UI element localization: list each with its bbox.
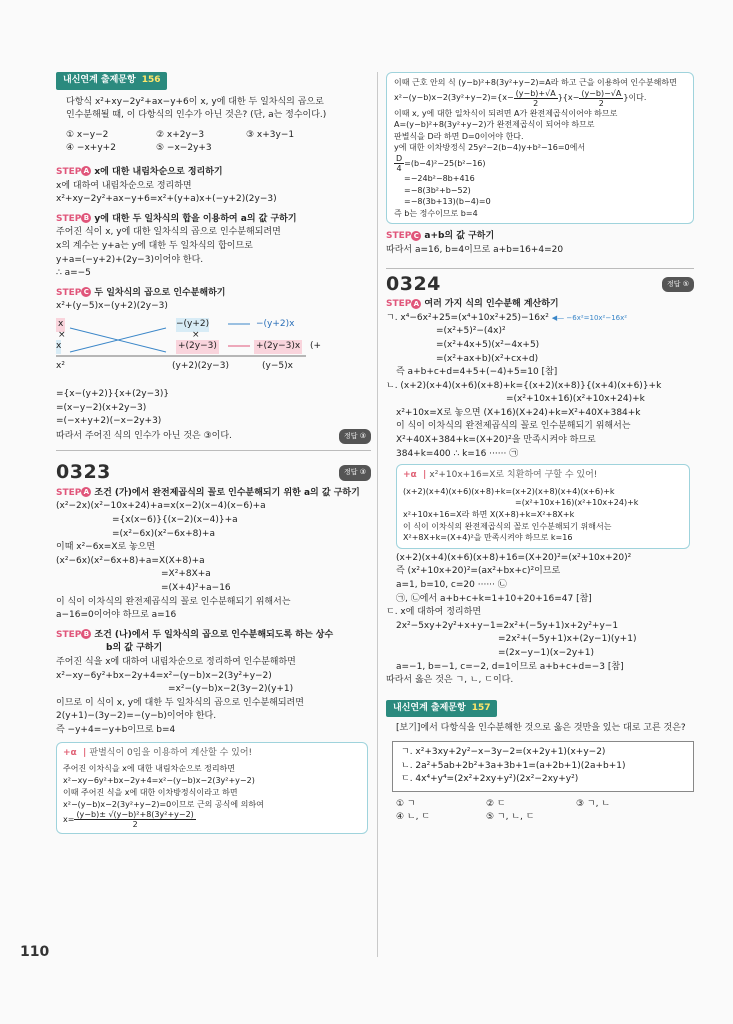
tip-line: 주어진 이차식을 x에 대한 내림차순으로 정리하면 <box>63 764 236 774</box>
tip-text: 판별식이 0임을 이용하여 계산할 수 있어! <box>89 747 253 758</box>
tip-line: x²+10x+16=X라 하면 X(X+8)+k=X²+8X+k <box>403 510 575 520</box>
solution-line: (x+2)(x+4)(x+6)(x+8)+16=(X+20)²=(x²+10x+20)² <box>396 552 632 563</box>
column-divider <box>377 72 378 957</box>
solution-line: =(x²+10x+16)(x²+10x+24)+k <box>506 394 645 405</box>
solution-line: 즉 (x²+10x+20)²=(ax²+bx+c)²이므로 <box>396 566 561 577</box>
problem-number: 0323 <box>56 461 111 484</box>
choice-1[interactable]: ① x−y−2 <box>66 129 109 140</box>
solution-line: 2(y+1)−(3y−2)=−(y−b)이어야 한다. <box>56 711 217 722</box>
solution-line: ∴ a=−5 <box>56 268 91 279</box>
tag-label: 내신연계 출제문항 <box>393 702 466 713</box>
solution-line: x²+10x=X로 놓으면 (X+16)(X+24)+k=X²+40X+384+k <box>396 407 641 418</box>
step-title-cont: b의 값 구하기 <box>106 643 163 654</box>
problem-323-header <box>56 461 371 484</box>
answer-badge: 정답 ③ <box>339 429 371 445</box>
step-title: a+b의 값 구하기 <box>424 231 495 242</box>
solution-line: 주어진 식이 x, y에 대한 일차식의 곱으로 인수분해되려면 <box>56 227 281 238</box>
solution-line: 즉 a+b+c+d=4+5+(−4)+5=10 [참] <box>396 367 558 378</box>
problem-157-tag <box>386 700 497 718</box>
solution-line: x의 계수는 y+a는 y에 대한 두 일차식의 합이므로 <box>56 240 253 251</box>
solution-line: x²+(y−5)x−(y+2)(2y−3) <box>56 301 168 312</box>
solution-line: (x²−2x)(x²−10x+24)+a=x(x−2)(x−4)(x−6)+a <box>56 501 266 512</box>
choice-3[interactable]: ③ x+3y−1 <box>246 129 295 140</box>
tip-line: 이때 주어진 식을 x에 대한 이차방정식이라고 하면 <box>63 787 238 797</box>
question-line: 인수분해될 때, 이 다항식의 인수가 아닌 것은? (단, a는 정수이다.) <box>66 110 327 121</box>
tip-line: =(b−4)²−25(b²−16) <box>404 158 486 168</box>
question-line: 다항식 x²+xy−2y²+ax−y+6이 x, y에 대한 두 일차식의 곱으로 <box>66 96 324 107</box>
solution-line: ㄱ. x⁴−6x²+25=(x⁴+10x²+25)−16x² <box>386 312 549 323</box>
step-title: 두 일차식의 곱으로 인수분해하기 <box>94 287 226 298</box>
solution-line: 2x²−5xy+2y²+x+y−1=2x²+(−5y+1)x+2y²+y−1 <box>396 620 619 631</box>
fraction-numerator: D <box>396 153 403 163</box>
right-column: 이때 근호 안의 식 (y−b)²+8(3y²+y−2)=A라 하고 근을 이용하여 인수분해하면 x²−(y−b)x−2(3y²+y−2)={x− $\frac{(y-b)+√A}{2}$ }{x− $\frac{(y-b)-√A}{2}$ }이다. 이때 x, y에 대한 일차식이 되려면 A가 완전제곱식이어야 하므로 A=(y−b)²+8(3y²+y−2)가 완전제곱식이 되어야 하므로 판별식을 D라 하면 D=0이어야 한다. y에 대한 이차방정식 25y²−2(b−4)y+b²−16=0에서 $\frac{D}{4}$ =(b−4)²−25(b²−16) =−24b²−8b+416 =−8(3b²+b−52) =−8(3b+13)(b−4)=0 즉 b는 정수이므로 b=4 STEP C a+b의 값 구하기 따라서 a=16, b=4이므로 a+b=16+4=20 0324 정답 ⑤ STEP A 여러 가지 식의 인수분해 계산하기 ㄱ. x⁴−6x²+25=(x⁴+10x²+25)−16x² ◀— −6x²=10x²−16x² =(x²+5)²−(4x)² =(x²+4x+5)(x²−4x+5) =(x²+ax+b)(x²+cx+d) 즉 a+b+c+d=4+5+(−4)+5=10 [참] ㄴ. (x+2)(x+4)(x+6)(x+8)+k={(x+2)(x+8)}{(x+4)(x+6)}+k =(x²+10x+16)(x²+10x+24)+k x²+10x=X로 놓으면 (X+16)(X+24)+k=X²+40X+384+k 이 식이 이차식의 완전제곱식의 꼴로 인수분해되기 위해서는 X²+40X+384+k=(X+20)²을 만족시켜야 하므로 384+k=400 ∴ k=16 ······ ㉠ +α | x²+10x+16=X로 치환하여 구할 수 있어! (x+2)(x+4)(x+6)(x+8)+k=(x+2)(x+8)(x+4)(x+6)+k =(x²+10x+16)(x²+10x+24)+k x²+10x+16=X라 하면 X(X+8)+k=X²+8X+k 이 식이 이차식의 완전제곱식의 꼴로 인수분해되기 위해서는 X²+8X+k=(X+4)²을 만족시켜야 하므로 k=16 (x+2)(x+4)(x+6)(x+8)+16=(X+20)²=(x²+10x+20)² 즉 (x²+10x+20)²=(ax²+bx+c)²이므로 a=1, b=10, c=20 ······ ㉡ ㉠, ㉡에서 a+b+c+k=1+10+20+16=47 [참] ㄷ. x에 대하여 정리하면 2x²−5xy+2y²+x+y−1=2x²+(−5y+1)x+2y²+y−1 =2x²+(−5y+1)x+(2y−1)(y+1) =(2x−y−1)(x−2y+1) a=−1, b=−1, c=−2, d=1이므로 a+b+c+d=−3 [참] 따라서 옳은 것은 ㄱ, ㄴ, ㄷ이다. 내신연계 출제문항 157 [보기]에서 다항식을 인수분해한 것으로 옳은 것만을 있는 대로 고른 것은? ㄱ. x²+3xy+2y²−x−3y−2=(x+2y+1)(x+y−2) ㄴ. 2a²+5ab+2b²+3a+3b+1=(a+2b+1)(2a+b+1) ㄷ. 4x⁴+y⁴=(2x²+2xy+y²)(2x²−2xy+y²) ① ㄱ ② ㄷ ③ ㄱ, ㄴ ④ ㄴ, ㄷ ⑤ ㄱ, ㄴ, ㄷ <box>386 72 694 825</box>
step-a: STEP A x에 대한 내림차순으로 정리하기 <box>56 166 223 177</box>
example-item: ㄷ. 4x⁴+y⁴=(2x²+2xy+y²)(2x²−2xy+y²) <box>401 774 579 785</box>
step-title: 여러 가지 식의 인수분해 계산하기 <box>424 299 559 310</box>
solution-line: ㉠, ㉡에서 a+b+c+k=1+10+20+16=47 [참] <box>396 593 592 604</box>
tip-line: =−8(3b+13)(b−4)=0 <box>404 197 491 207</box>
solution-line: 따라서 주어진 식의 인수가 아닌 것은 ③이다. <box>56 430 232 441</box>
solution-line: =(x²+4x+5)(x²−4x+5) <box>436 339 540 350</box>
tip-line: 이 식이 이차식의 완전제곱식의 꼴로 인수분해되기 위해서는 <box>403 521 612 531</box>
solution-line: a−16=0이어야 하므로 a=16 <box>56 610 177 621</box>
page-number: 110 <box>20 944 50 960</box>
solution-line: =(x²−6x)(x²−6x+8)+a <box>112 528 215 539</box>
tip-line: x²−(y−b)x−2(3y²+y−2)=0이므로 근의 공식에 의하여 <box>63 799 264 809</box>
choice-3[interactable]: ③ ㄱ, ㄴ <box>576 798 611 809</box>
solution-line: 주어진 식을 x에 대하여 내림차순으로 정리하여 인수분해하면 <box>56 657 296 667</box>
solution-line: 따라서 a=16, b=4이므로 a+b=16+4=20 <box>386 244 564 255</box>
diagram-times: × <box>58 329 66 340</box>
tip-title: +α <box>403 470 417 481</box>
cross-multiplication-diagram <box>56 316 371 386</box>
tip-box: +α | 판별식이 0임을 이용하여 계산할 수 있어! 주어진 이차식을 x에 대한 내림차순으로 정리하면 x²−xy−6y²+bx−2y+4=x²−(y−b)x−2(3y²+y−2) 이때 주어진 식을 x에 대한 이차방정식이라고 하면 x²−(y−b)x−2(3y²+y−2)=0이므로 근의 공식에 의하여 x= $\frac{\text{(y−b)± √(y−b)²+8(3y²+y−2)}}{2}$ <box>56 742 368 835</box>
tip-line: 이때 x, y에 대한 일차식이 되려면 A가 완전제곱식이어야 하므로 <box>394 108 618 118</box>
tip-line: (x+2)(x+4)(x+6)(x+8)+k=(x+2)(x+8)(x+4)(x+6)+k <box>403 486 615 496</box>
choices <box>56 129 371 156</box>
problem-156-question <box>56 96 371 123</box>
tip-line: =−8(3b²+b−52) <box>404 185 471 195</box>
diagram-term: x <box>56 340 61 354</box>
answer-badge: 정답 ③ <box>339 465 371 481</box>
solution-line: 384+k=400 ∴ k=16 ······ ㉠ <box>396 448 519 459</box>
fraction-denominator: 2 <box>598 98 604 108</box>
solution-line: =x²−(y−b)x−2(3y−2)(y+1) <box>168 684 294 695</box>
example-item: ㄱ. x²+3xy+2y²−x−3y−2=(x+2y+1)(x+y−2) <box>401 746 606 757</box>
solution-line: =(2x−y−1)(x−2y+1) <box>498 647 594 658</box>
solution-line: x²−xy−6y²+bx−2y+4=x²−(y−b)x−2(3y²+y−2) <box>56 670 272 681</box>
tag-number: 156 <box>141 75 161 85</box>
question-line: [보기]에서 다항식을 인수분해한 것으로 옳은 것만을 있는 대로 고른 것은? <box>396 723 686 734</box>
diagram-term: (y+2)(2y−3) <box>172 360 229 371</box>
solution-line: 즉 −y+4=−y+b이므로 b=4 <box>56 724 176 735</box>
tip-title: +α <box>63 747 77 758</box>
solution-line: =(x²+5)²−(4x)² <box>436 326 506 337</box>
tip-continuation-box <box>386 72 694 224</box>
solution-line: (x²−6x)(x²−6x+8)+a=X(X+8)+a <box>56 555 205 566</box>
quadratic-formula <box>74 810 195 829</box>
choice-4[interactable]: ④ −x+y+2 <box>66 143 116 154</box>
solution-line: ㄷ. x에 대하여 정리하면 <box>386 607 482 618</box>
tip-text: x²+10x+16=X로 치환하여 구할 수 있어! <box>429 470 598 481</box>
choice-4[interactable]: ④ ㄴ, ㄷ <box>396 812 431 823</box>
tip-line: }{x− <box>557 93 580 103</box>
solution-line: 따라서 옳은 것은 ㄱ, ㄴ, ㄷ이다. <box>386 675 514 686</box>
tip-line: =−24b²−8b+416 <box>404 173 475 183</box>
solution-line: X²+40X+384+k=(X+20)²을 만족시켜야 하므로 <box>396 435 596 446</box>
tag-label: 내신연계 출제문항 <box>63 75 136 85</box>
solution-line: =(−x+y+2)(−x−2y+3) <box>56 416 162 427</box>
tip-line: X²+8X+k=(X+4)²을 만족시켜야 하므로 k=16 <box>403 533 573 543</box>
fraction-denominator: 2 <box>533 98 539 108</box>
tag-number: 157 <box>471 702 491 713</box>
solution-line: y+a=(−y+2)+(2y−3)이어야 한다. <box>56 254 204 265</box>
step-title: y에 대한 두 일차식의 합을 이용하여 a의 값 구하기 <box>94 213 297 224</box>
divider <box>386 268 694 269</box>
tip-line: y에 대한 이차방정식 25y²−2(b−4)y+b²−16=0에서 <box>394 143 586 153</box>
step-c: STEP C 두 일차식의 곱으로 인수분해하기 <box>56 287 226 298</box>
step-a: STEP A 조건 (가)에서 완전제곱식의 꼴로 인수분해되기 위한 a의 값 구하기 <box>56 487 360 498</box>
tip-line: x²−(y−b)x−2(3y²+y−2)={x− <box>394 93 514 103</box>
solution-line: =X²+8X+a <box>161 569 211 580</box>
solution-line: 이므로 이 식이 x, y에 대한 두 일차식의 곱으로 인수분해되려면 <box>56 697 304 708</box>
solution-line: a=−1, b=−1, c=−2, d=1이므로 a+b+c+d=−3 [참] <box>396 661 624 672</box>
step-title: x에 대한 내림차순으로 정리하기 <box>94 166 223 177</box>
diagram-term: x² <box>56 360 65 371</box>
tip-box: +α | x²+10x+16=X로 치환하여 구할 수 있어! (x+2)(x+4)(x+6)(x+8)+k=(x+2)(x+8)(x+4)(x+6)+k =(x²+10x+16)(x²+10x+24)+k x²+10x+16=X라 하면 X(X+8)+k=X²+8X+k 이 식이 이차식의 완전제곱식의 꼴로 인수분해되기 위해서는 X²+8X+k=(X+4)²을 만족시켜야 하므로 k=16 <box>396 464 690 549</box>
solution-line: 이 식이 이차식의 완전제곱식의 꼴로 인수분해되기 위해서는 <box>396 421 631 432</box>
step-title: 조건 (가)에서 완전제곱식의 꼴로 인수분해되기 위한 a의 값 구하기 <box>94 487 360 498</box>
tip-line: }이다. <box>623 93 647 103</box>
example-box <box>392 741 694 792</box>
example-item: ㄴ. 2a²+5ab+2b²+3a+3b+1=(a+2b+1)(2a+b+1) <box>401 760 626 771</box>
choice-2[interactable]: ② x+2y−3 <box>156 129 205 140</box>
tip-line: 이때 근호 안의 식 (y−b)²+8(3y²+y−2)=A라 하고 근을 이용하여 인수분해하면 <box>394 78 677 87</box>
solution-line: =2x²+(−5y+1)x+(2y−1)(y+1) <box>498 634 637 645</box>
diagram-result: +(2y−3)x <box>254 340 302 354</box>
choice-5[interactable]: ⑤ ㄱ, ㄴ, ㄷ <box>486 812 535 823</box>
solution-line: x²+xy−2y²+ax−y+6=x²+(y+a)x+(−y+2)(2y−3) <box>56 194 277 205</box>
fraction-numerator: (y−b)−√A <box>581 88 622 98</box>
solution-line: =(x−y−2)(x+2y−3) <box>56 402 147 413</box>
fraction-numerator: (y−b)+√A <box>515 88 556 98</box>
diagram-result: −(y+2)x <box>256 318 295 329</box>
diagram-times: × <box>192 329 200 340</box>
fraction-numerator: (y−b)± √(y−b)²+8(3y²+y−2) <box>76 810 194 820</box>
tip-line: x²−xy−6y²+bx−2y+4=x²−(y−b)x−2(3y²+y−2) <box>63 775 255 785</box>
side-note: −6x²=10x²−16x² <box>566 313 628 322</box>
tip-line: A=(y−b)²+8(3y²+y−2)가 완전제곱식이 되어야 하므로 <box>394 120 595 130</box>
tip-line: =(x²+10x+16)(x²+10x+24)+k <box>515 498 639 508</box>
diagram-plus: (+ <box>310 340 322 351</box>
solution-line: a=1, b=10, c=20 ······ ㉡ <box>396 580 507 590</box>
step-a: STEP A 여러 가지 식의 인수분해 계산하기 <box>386 299 559 310</box>
solution-line: ={x(x−6)}{(x−2)(x−4)}+a <box>112 515 238 526</box>
step-title: 조건 (나)에서 두 일차식의 곱으로 인수분해되도록 하는 상수 <box>94 629 334 640</box>
tip-formula-lhs: x= <box>63 815 75 825</box>
diagram-term: −(y+2) <box>176 318 209 332</box>
solution-line: 이 식이 이차식의 완전제곱식의 꼴로 인수분해되기 위해서는 <box>56 596 291 607</box>
solution-line: ㄴ. (x+2)(x+4)(x+6)(x+8)+k={(x+2)(x+8)}{(x+4)(x+6)}+k <box>386 380 662 391</box>
problem-number: 0324 <box>386 272 441 295</box>
answer-badge: 정답 ⑤ <box>662 277 694 293</box>
diagram-term: +(2y−3) <box>176 340 219 354</box>
problem-324-header <box>386 272 694 295</box>
solution-line: 이때 x²−6x=X로 놓으면 <box>56 542 156 553</box>
choice-5[interactable]: ⑤ −x−2y+3 <box>156 143 212 154</box>
solution-line: ={x−(y+2)}{x+(2y−3)} <box>56 388 170 399</box>
diagram-term: (y−5)x <box>262 360 293 371</box>
fraction-denominator: 2 <box>132 820 138 830</box>
solution-line: =(X+4)²+a−16 <box>161 583 231 594</box>
left-column <box>56 72 371 834</box>
tip-line: 판별식을 D라 하면 D=0이어야 한다. <box>394 131 524 141</box>
tip-line: 즉 b는 정수이므로 b=4 <box>394 208 478 218</box>
choice-1[interactable]: ① ㄱ <box>396 798 416 809</box>
choices <box>386 798 694 825</box>
problem-156-tag <box>56 72 167 90</box>
solution-line: =(x²+ax+b)(x²+cx+d) <box>436 353 539 364</box>
divider <box>56 450 371 451</box>
step-c: STEP C a+b의 값 구하기 <box>386 231 495 242</box>
step-b: STEP B 조건 (나)에서 두 일차식의 곱으로 인수분해되도록 하는 상수 <box>56 629 334 640</box>
choice-2[interactable]: ② ㄷ <box>486 798 506 809</box>
solution-line: x에 대하여 내림차순으로 정리하면 <box>56 180 192 191</box>
fraction-denominator: 4 <box>396 163 402 173</box>
step-b: STEP B y에 대한 두 일차식의 합을 이용하여 a의 값 구하기 <box>56 213 297 224</box>
diagram-term: x <box>56 318 65 332</box>
